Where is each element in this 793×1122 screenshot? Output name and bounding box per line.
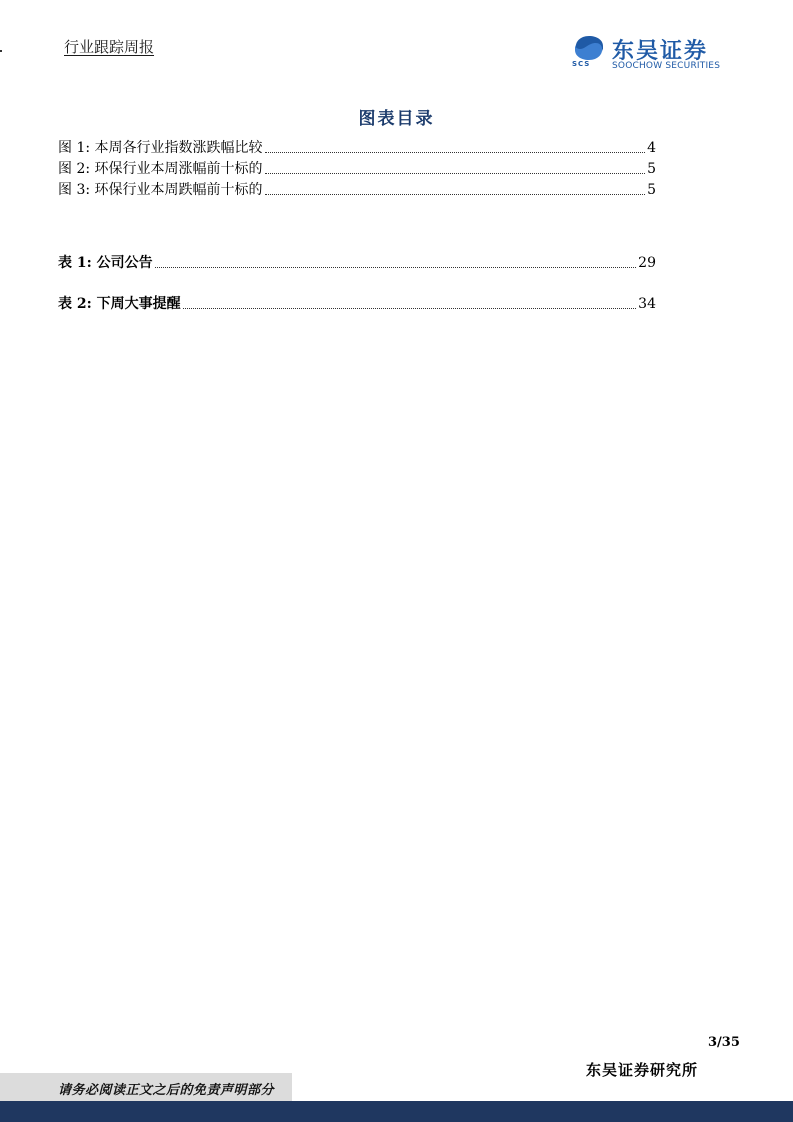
toc-dot-leader: [265, 152, 646, 153]
toc-entry-page: 4: [647, 140, 656, 156]
toc-dot-leader: [155, 267, 637, 268]
disclaimer-box: [0, 1073, 292, 1101]
toc-figure-2[interactable]: [58, 158, 656, 178]
toc-dot-leader: [183, 308, 637, 309]
toc-entry-label: 表 2: 下周大事提醒: [58, 296, 181, 312]
toc-figure-3[interactable]: [58, 179, 656, 199]
toc-dot-leader: [265, 173, 646, 174]
toc-entry-page: 5: [647, 161, 656, 177]
toc-table-1[interactable]: [58, 252, 656, 272]
footer-organization: 东吴证券研究所: [586, 1061, 699, 1079]
logo-abbreviation: SCS: [572, 60, 591, 68]
toc-dot-leader: [265, 194, 646, 195]
logo-name-en: SOOCHOW SECURITIES: [612, 61, 721, 71]
toc-entry-label: 表 1: 公司公告: [58, 255, 153, 271]
toc-entry-page: 34: [638, 296, 656, 312]
toc-entry-label: 图 1: 本周各行业指数涨跌幅比较: [58, 140, 263, 156]
toc-entry-page: 29: [638, 255, 656, 271]
logo-name-cn: 东吴证券: [612, 39, 709, 64]
toc-figure-1[interactable]: [58, 137, 656, 157]
toc-entry-label: 图 2: 环保行业本周涨幅前十标的: [58, 161, 263, 177]
page-number: 3/35: [708, 1035, 740, 1050]
footer-bar: [0, 1101, 793, 1122]
toc-entry-page: 5: [647, 182, 656, 198]
report-type-header: 行业跟踪周报: [64, 38, 155, 56]
disclaimer-text: 请务必阅读正文之后的免责声明部分: [58, 1083, 275, 1098]
toc-title: 图表目录: [358, 109, 435, 129]
toc-table-2[interactable]: [58, 293, 656, 313]
margin-mark: [0, 50, 2, 52]
toc-entry-label: 图 3: 环保行业本周跌幅前十标的: [58, 182, 263, 198]
company-logo: [570, 34, 740, 74]
